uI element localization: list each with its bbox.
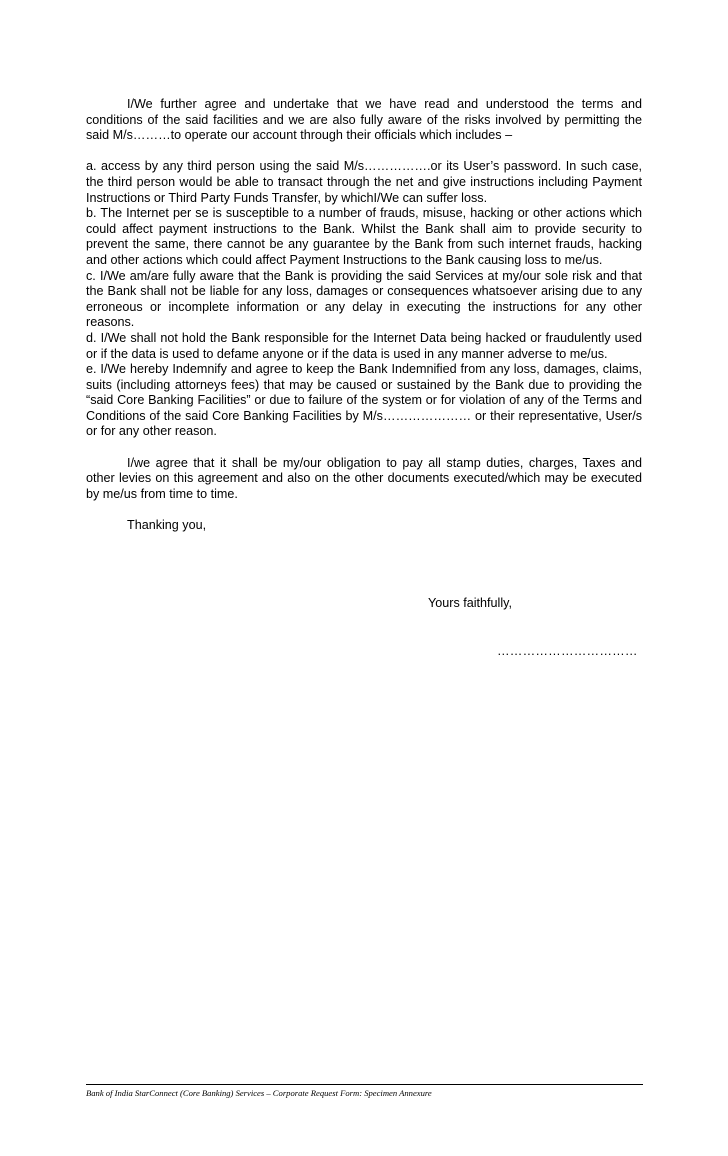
thanking-line: Thanking you,	[127, 518, 207, 533]
clause-list	[86, 159, 642, 440]
intro-paragraph: I/We further agree and undertake that we have read and understood the terms and conditions of the said facilities and we are also fully aware of the risks involved by permitting the said M/s………to operate our account through their officials which includes –	[86, 97, 642, 143]
document-body	[86, 97, 642, 534]
closing-salutation: Yours faithfully,	[428, 596, 513, 610]
stamp-duty-paragraph: I/we agree that it shall be my/our obligation to pay all stamp duties, charges, Taxes and other levies on this agreement and also on the other documents executed/which may be executed by me/us from time to time.	[86, 455, 642, 501]
clause-b: b. The Internet per se is susceptible to a number of frauds, misuse, hacking or other actions which could affect payment instructions to the Bank. Whilst the Bank shall aim to provide security to prevent the same, there cannot be any guarantee by the Bank from such internet frauds, hacking and other actions which could affect Payment Instructions to the Bank causing loss to me/us.	[86, 206, 642, 267]
clause-a: a. access by any third person using the said M/s…………….or its User’s password. In such case, the third person would be able to transact through the net and give instructions including Payment Instructions or Third Party Funds Transfer, by whichI/We can suffer loss.	[86, 159, 642, 205]
page-footer: Bank of India StarConnect (Core Banking) Services – Corporate Request Form: Specimen Annexure	[86, 1088, 432, 1098]
clause-c: c. I/We am/are fully aware that the Bank is providing the said Services at my/our sole risk and that the Bank shall not be liable for any loss, damages or consequences whatsoever arising due to any erroneous or incomplete information or any delay in executing the instructions for any other reasons.	[86, 268, 642, 330]
signature-line: ……………………………	[497, 644, 638, 658]
footer-divider	[86, 1084, 643, 1085]
clause-d: d. I/We shall not hold the Bank responsible for the Internet Data being hacked or fraudulently used or if the data is used to defame anyone or if the data is used in any manner adverse to me/us.	[86, 330, 642, 361]
clause-e: e. I/We hereby Indemnify and agree to keep the Bank Indemnified from any loss, damages, claims, suits (including attorneys fees) that may be caused or sustained by the Bank due to providing the “said Core Banking Facilities” or due to failure of the system or for violation of any of the Terms and Conditions of the said Core Banking Facilities by M/s………………… or their representative, User/s or for any other reason.	[86, 362, 642, 439]
